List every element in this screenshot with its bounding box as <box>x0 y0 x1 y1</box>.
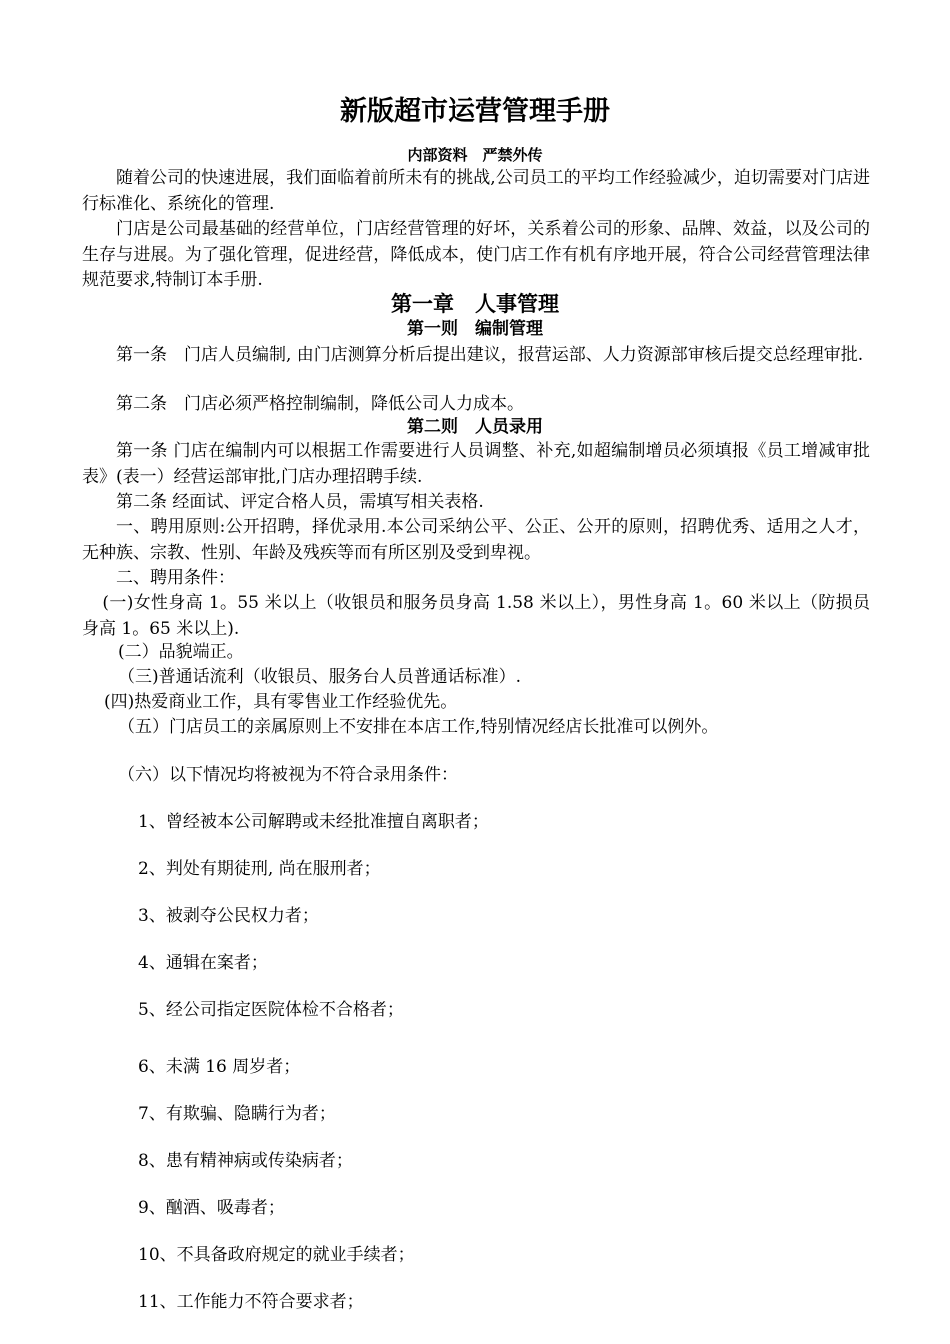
hiring-conditions-heading: 二、聘用条件： <box>116 568 235 588</box>
condition-6: （六）以下情况均将被视为不符合录用条件： <box>118 765 458 785</box>
condition-1: (一)女性身高 1。55 米以上（收银员和服务员身高 1.58 米以上），男性身高 1。60 米以上（防损员身高 1。65 米以上). <box>82 593 870 639</box>
disqualification-item: 2、判处有期徒刑, 尚在服刑者； <box>138 859 381 879</box>
disqualification-item: 6、未满 16 周岁者； <box>138 1057 301 1077</box>
condition-2: (二）品貌端正。 <box>118 642 244 662</box>
section2-article-2: 第二条 经面试、评定合格人员，需填写相关表格. <box>116 492 484 512</box>
condition-4: (四)热爱商业工作，具有零售业工作经验优先。 <box>104 692 458 712</box>
disqualification-item: 3、被剥夺公民权力者； <box>138 906 319 926</box>
section1-article-1: 第一条 门店人员编制, 由门店测算分析后提出建议，报营运部、人力资源部审核后提交总经理审批. <box>116 345 864 365</box>
disqualification-item: 7、有欺骗、隐瞒行为者； <box>138 1104 336 1124</box>
disqualification-item: 4、通辑在案者； <box>138 953 268 973</box>
disqualification-item: 1、曾经被本公司解聘或未经批准擅自离职者； <box>138 812 489 832</box>
disqualification-item: 10、不具备政府规定的就业手续者； <box>138 1245 415 1265</box>
disqualification-item: 8、患有精神病或传染病者； <box>138 1151 353 1171</box>
document-title: 新版超市运营管理手册 <box>340 96 610 127</box>
disqualification-item: 11、工作能力不符合要求者； <box>138 1292 364 1312</box>
section2-article-1: 第一条 门店在编制内可以根据工作需要进行人员调整、补充,如超编制增员必须填报《员工增减审批表》(表一）经营运部审批,门店办理招聘手续. <box>82 441 870 487</box>
condition-3: （三)普通话流利（收银员、服务台人员普通话标准）. <box>118 667 522 687</box>
document-subtitle: 内部资料 严禁外传 <box>407 146 543 164</box>
disqualification-item: 5、经公司指定医院体检不合格者； <box>138 1000 404 1020</box>
chapter-heading: 第一章 人事管理 <box>391 292 559 316</box>
disqualification-item: 9、酗酒、吸毒者； <box>138 1198 285 1218</box>
section1-article-2: 第二条 门店必须严格控制编制，降低公司人力成本。 <box>116 394 524 414</box>
hiring-principle: 一、聘用原则:公开招聘，择优录用.本公司采纳公平、公正、公开的原则，招聘优秀、适用之人才，无种族、宗教、性别、年龄及残疾等而有所区别及受到卑视。 <box>82 517 870 563</box>
intro-paragraph-2: 门店是公司最基础的经营单位，门店经营管理的好坏，关系着公司的形象、品牌、效益，以及公司的生存与进展。为了强化管理，促进经营，降低成本，使门店工作有机有序地开展，符合公司经营管理法律规范要求,特制订本手册. <box>82 219 870 290</box>
section-heading-2: 第二则 人员录用 <box>407 417 543 437</box>
section-heading-1: 第一则 编制管理 <box>407 319 543 339</box>
condition-5: （五）门店员工的亲属原则上不安排在本店工作,特别情况经店长批准可以例外。 <box>118 717 719 737</box>
intro-paragraph-1: 随着公司的快速进展，我们面临着前所未有的挑战,公司员工的平均工作经验减少，迫切需要对门店进行标准化、系统化的管理. <box>82 168 870 214</box>
